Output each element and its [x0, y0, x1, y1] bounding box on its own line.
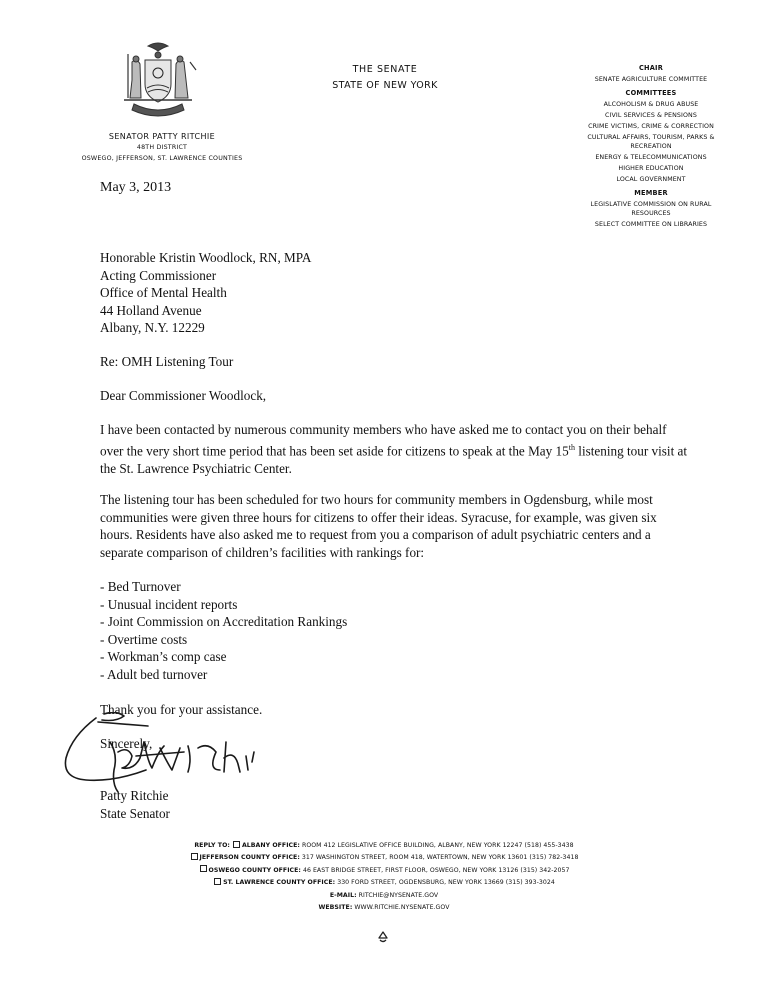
paragraph-1 [100, 421, 690, 477]
counties: OSWEGO, JEFFERSON, ST. LAWRENCE COUNTIES [81, 155, 243, 162]
office-addresses [150, 840, 618, 914]
ranking-list [100, 578, 690, 684]
website-label: WEBSITE: [318, 904, 353, 912]
paragraph-2: The listening tour has been scheduled for two hours for community members in Ogdensburg, while most communities were given three hours for citizens to offer their ideas. Syracuse, for example, was given six hours. Residents have also asked me to request from you a comparison of adult psychiatric centers and a separate comparison of children’s facilities with rankings for: [100, 492, 657, 560]
address-line: Acting Commissioner [100, 267, 217, 283]
address-line: Office of Mental Health [100, 285, 227, 301]
ordinal-suffix: th [568, 442, 575, 452]
email-label: E-MAIL: [329, 891, 357, 899]
committee-item: ENERGY & TELECOMMUNICATIONS [595, 154, 707, 161]
reply-label: REPLY TO: [194, 842, 230, 849]
member-item: LEGISLATIVE COMMISSION ON RURAL RESOURCES [590, 201, 712, 217]
handwritten-signature [58, 712, 288, 812]
list-item: - Bed Turnover [100, 579, 181, 594]
stlawrence-office-address: 330 FORD STREET, OGDENSBURG, NEW YORK 13669 (315) 393-3024 [337, 879, 555, 887]
jefferson-office-label: JEFFERSON COUNTY OFFICE: [199, 854, 300, 862]
signer-title: State Senator [100, 805, 170, 821]
website-address[interactable]: WWW.RITCHIE.NYSENATE.GOV [354, 904, 450, 912]
recipient-address [100, 249, 690, 337]
list-item: - Unusual incident reports [100, 596, 238, 612]
thanks-line: Thank you for your assistance. [100, 702, 263, 717]
stlawrence-office-line [150, 877, 618, 889]
senate-heading [320, 62, 450, 94]
checkbox-icon [214, 878, 221, 885]
list-item: - Overtime costs [100, 631, 188, 647]
jefferson-office-address: 317 WASHINGTON STREET, ROOM 418, WATERTOWN, NEW YORK 13601 (315) 782-3418 [301, 854, 579, 862]
committee-item: HIGHER EDUCATION [618, 165, 684, 172]
paragraph-1-text: I have been contacted by numerous community members who have asked me to contact you on their behalf over the very short time period that has been set aside for citizens to speak at the May 15 [100, 422, 667, 458]
address-line: Honorable Kristin Woodlock, RN, MPA [100, 250, 312, 265]
recycle-icon [376, 930, 390, 944]
committee-item: CIVIL SERVICES & PENSIONS [605, 112, 697, 119]
jefferson-office-line [150, 852, 618, 864]
subject-line: Re: OMH Listening Tour [100, 354, 234, 369]
senator-info [62, 131, 262, 164]
committee-list [572, 60, 730, 230]
committee-item: CULTURAL AFFAIRS, TOURISM, PARKS & RECREATION [587, 134, 715, 150]
senate-title: THE SENATE [352, 64, 418, 75]
chair-committee: SENATE AGRICULTURE COMMITTEE [594, 76, 708, 83]
committee-item: ALCOHOLISM & DRUG ABUSE [603, 101, 699, 108]
senator-name: SENATOR PATTY RITCHIE [108, 132, 216, 141]
state-name: STATE OF NEW YORK [332, 80, 438, 91]
oswego-office-address: 46 EAST BRIDGE STREET, FIRST FLOOR, OSWEGO, NEW YORK 13126 (315) 342-2057 [302, 866, 570, 874]
website-line [150, 902, 618, 914]
albany-office-address: ROOM 412 LEGISLATIVE OFFICE BUILDING, ALBANY, NEW YORK 12247 (518) 455-3438 [301, 842, 574, 849]
committee-item: LOCAL GOVERNMENT [616, 176, 686, 183]
chair-label: CHAIR [639, 64, 663, 72]
oswego-office-line [150, 865, 618, 877]
email-address[interactable]: RITCHIE@NYSENATE.GOV [358, 891, 439, 899]
checkbox-icon [200, 865, 207, 872]
paragraph-1-text-end: listening tour visit at the St. Lawrence Psychiatric Center. [100, 442, 688, 476]
address-line: Albany, N.Y. 12229 [100, 320, 205, 336]
albany-office-line [150, 840, 618, 852]
member-item: SELECT COMMITTEE ON LIBRARIES [594, 221, 708, 228]
new-york-state-seal-icon [112, 40, 204, 122]
list-item: - Adult bed turnover [100, 666, 208, 682]
signer-name: Patty Ritchie [100, 788, 169, 803]
stlawrence-office-label: ST. LAWRENCE COUNTY OFFICE: [223, 879, 336, 887]
closing: Sincerely, [100, 736, 153, 751]
email-line [150, 890, 618, 902]
address-line: 44 Holland Avenue [100, 302, 202, 318]
committee-item: CRIME VICTIMS, CRIME & CORRECTION [588, 123, 714, 130]
checkbox-icon [191, 853, 198, 860]
member-label: MEMBER [634, 189, 668, 197]
letter-date: May 3, 2013 [100, 180, 172, 195]
list-item: - Joint Commission on Accreditation Rankings [100, 614, 348, 630]
district: 48TH DISTRICT [136, 144, 188, 151]
salutation: Dear Commissioner Woodlock, [100, 388, 267, 403]
committees-label: COMMITTEES [625, 89, 677, 97]
albany-office-label: ALBANY OFFICE: [241, 842, 300, 849]
oswego-office-label: OSWEGO COUNTY OFFICE: [208, 866, 301, 874]
list-item: - Workman’s comp case [100, 649, 227, 665]
checkbox-icon [233, 841, 240, 848]
